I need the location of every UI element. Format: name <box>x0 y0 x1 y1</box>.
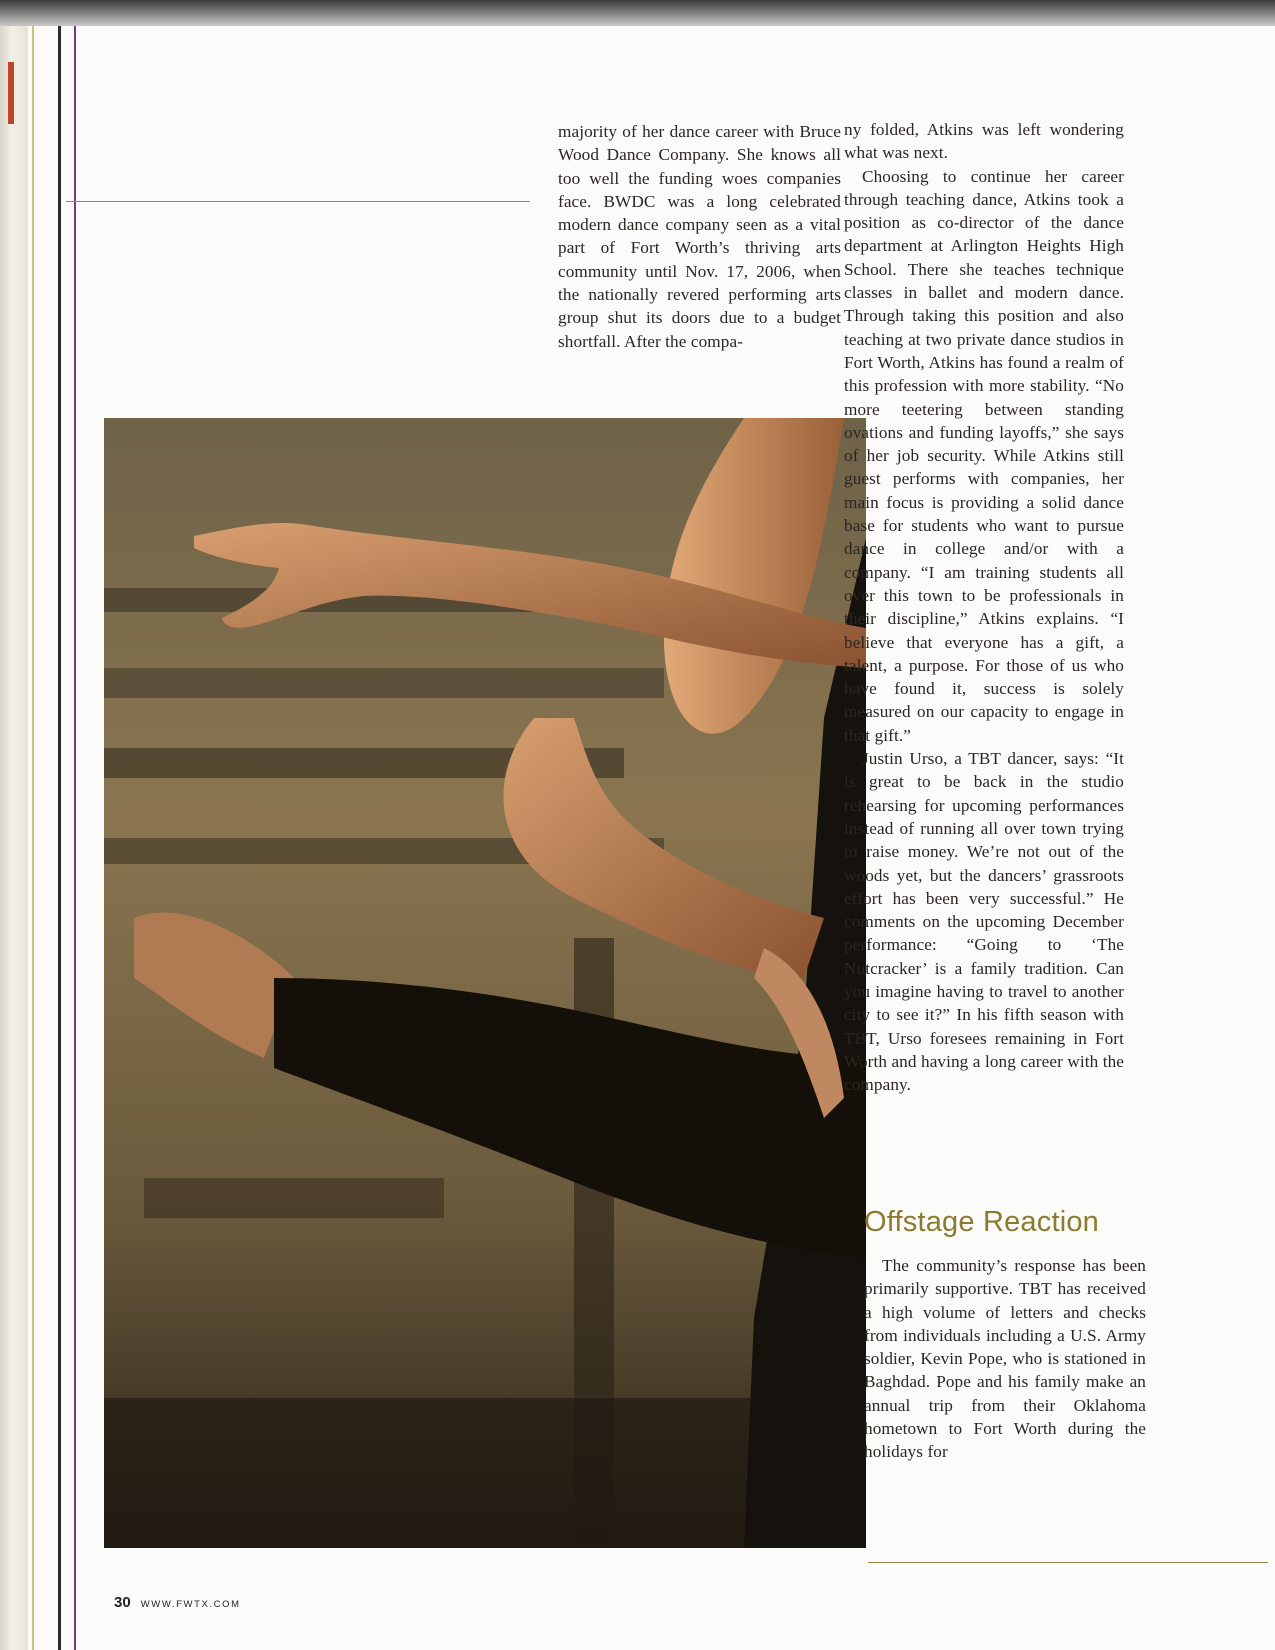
spine-line <box>74 26 76 1650</box>
article-column-middle <box>558 120 841 353</box>
page-edge-strip <box>0 26 28 1650</box>
folio-url: WWW.FWTX.COM <box>140 1599 241 1610</box>
top-left-rule <box>66 201 530 202</box>
paragraph: Justin Urso, a TBT dancer, says: “It is great to be back in the studio rehearsing for upcoming performances instead of running all over town trying to raise money. We’re not out of the woods yet, but the dancers’ grassroots effort has been very successful.” He comments on the upcoming December performance: “Going to ‘The Nutcracker’ is a family tradition. Can you imagine having to travel to another city to see it?” In his fifth season with TBT, Urso foresees remaining in Fort Worth and having a long career with the company. <box>844 749 1124 1095</box>
page-tab-marker <box>8 62 14 124</box>
page-folio <box>114 1594 241 1612</box>
bottom-right-rule <box>868 1562 1268 1563</box>
page-number: 30 <box>114 1594 131 1611</box>
paragraph: The community’s response has been primarily supportive. TBT has received a high volume of letters and checks from individuals including a U.S. Army soldier, Kevin Pope, who is stationed in Baghdad. Pope and his family make an annual trip from their Oklahoma hometown to Fort Worth during the holidays for <box>864 1256 1146 1462</box>
paragraph: majority of her dance career with Bruce Wood Dance Company. She knows all too well the funding woes companies face. BWDC was a long celebrated modern dance company seen as a vital part of Fort Worth’s thriving arts community until Nov. 17, 2006, when the nationally revered performing arts group shut its doors due to a budget shortfall. After the compa- <box>558 122 841 351</box>
magazine-page <box>28 26 1275 1650</box>
paragraph: Choosing to continue her career through teaching dance, Atkins took a position as co-director of the dance department at Arlington Heights High School. There she teaches technique classes in ballet and modern dance. Through taking this position and also teaching at two private dance studios in Fort Worth, Atkins has found a realm of this profession with more stability. “No more teetering between standing ovations and funding layoffs,” she says of her job security. While Atkins still guest performs with companies, her main focus is providing a solid dance base for students who want to pursue dance in college and/or with a company. “I am training students all over this town to be professionals in their discipline,” Atkins explains. “I believe that everyone has a gift, a talent, a purpose. For those of us who have found it, success is solely measured on our capacity to engage in that gift.” <box>844 166 1124 745</box>
article-column-right <box>844 118 1124 1096</box>
paragraph: ny folded, Atkins was left wondering what was next. <box>844 120 1124 163</box>
spine-line <box>58 26 61 1650</box>
article-column-right-continued <box>864 1254 1146 1464</box>
section-heading: Offstage Reaction <box>864 1206 1100 1238</box>
spine-line <box>32 26 34 1650</box>
scan-border-top <box>0 0 1275 26</box>
dancer-photo <box>104 418 866 1548</box>
